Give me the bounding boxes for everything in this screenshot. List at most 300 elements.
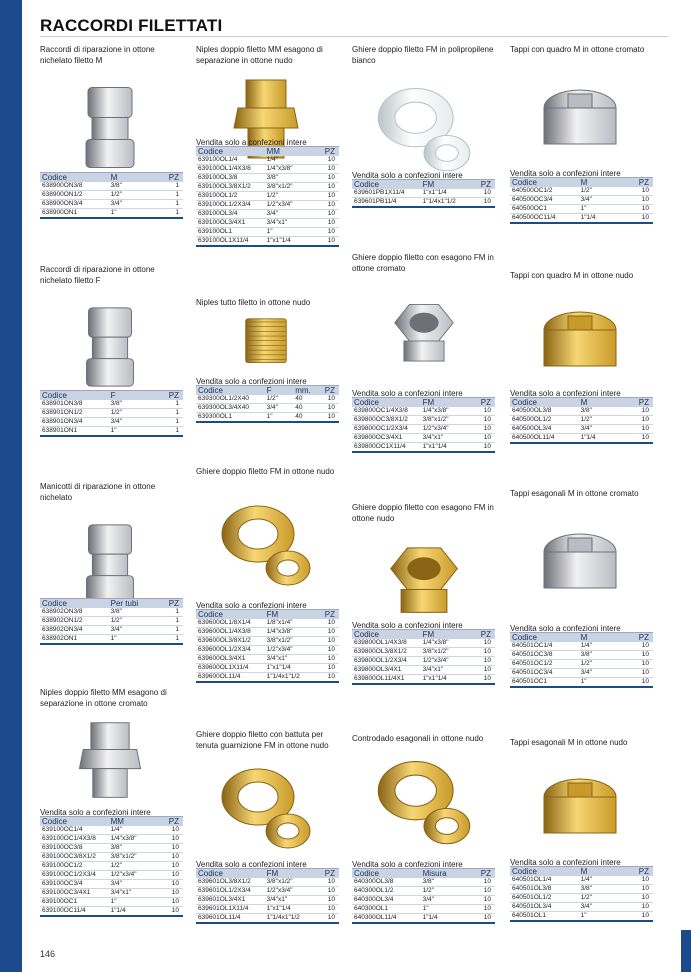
table-cell: 1"1/4x1"1/2 xyxy=(265,914,314,924)
table-cell: 638901ON3/8 xyxy=(40,400,109,409)
table-row xyxy=(510,196,653,205)
sales-note: Vendita solo a confezioni intere xyxy=(352,621,463,630)
table-row xyxy=(196,619,339,628)
table-cell: 10 xyxy=(313,192,339,201)
table-cell: 639800OC1/4X3/8 xyxy=(352,407,421,416)
column-header: Codice xyxy=(510,178,579,188)
table-row xyxy=(40,608,183,617)
column-header: PZ xyxy=(469,398,495,408)
table-cell: 639601PB1X11/4 xyxy=(352,189,421,198)
table-cell: 640501OL1/4 xyxy=(510,876,579,885)
table-cell: 10 xyxy=(627,885,653,894)
table-cell: 10 xyxy=(157,898,183,907)
table-cell: 3/4"x1" xyxy=(265,655,314,664)
column-header: MM xyxy=(109,817,158,827)
table-cell: 640300OL1/2 xyxy=(352,887,421,896)
table-cell: 10 xyxy=(627,434,653,444)
table-header xyxy=(510,178,653,188)
table-cell: 639800OL1/4X3/8 xyxy=(352,639,421,648)
sales-note: Vendita solo a confezioni intere xyxy=(510,389,621,398)
table-cell: 1" xyxy=(579,205,628,214)
table-cell: 1/2" xyxy=(579,416,628,425)
table-cell: 1"1/4 xyxy=(421,914,470,924)
table-row xyxy=(196,404,339,413)
table-cell: 639100OL3/4X1 xyxy=(196,219,265,228)
table-row xyxy=(510,669,653,678)
sales-note: Vendita solo a confezioni intere xyxy=(510,624,621,633)
table-cell: 10 xyxy=(316,413,339,423)
table-row xyxy=(196,183,339,192)
brass-rings-icon xyxy=(216,490,316,594)
table-cell: 3/8"x1/2" xyxy=(421,648,470,657)
sales-note: Vendita solo a confezioni intere xyxy=(352,860,463,869)
table-cell: 10 xyxy=(469,878,495,887)
left-brand-bar xyxy=(0,0,22,972)
table-cell: 639100OL3/8X1/2 xyxy=(196,183,265,192)
nickel-union-m-icon xyxy=(60,78,160,173)
table-cell: 10 xyxy=(469,896,495,905)
table-cell: 1"x1"1/4 xyxy=(421,189,470,198)
product-caption: Ghiere doppio filetto FM in polipropilene bianco xyxy=(352,45,494,65)
table-row xyxy=(196,165,339,174)
table-cell: 10 xyxy=(627,876,653,885)
table-cell: 639300OL1 xyxy=(196,413,265,423)
table-cell: 10 xyxy=(313,905,339,914)
table-cell: 1" xyxy=(109,427,158,437)
table-row xyxy=(352,407,495,416)
table-header xyxy=(196,386,339,396)
table-row xyxy=(352,443,495,453)
nickel-union-f-icon xyxy=(60,300,160,390)
table-cell: 640501OC1/4 xyxy=(510,642,579,651)
table-cell: 10 xyxy=(627,912,653,922)
table-cell: 10 xyxy=(469,666,495,675)
sales-note: Vendita solo a confezioni intere xyxy=(196,860,307,869)
table-cell: 1/4" xyxy=(579,642,628,651)
table-row xyxy=(196,628,339,637)
table-cell: 1/2"x3/4" xyxy=(265,646,314,655)
page-number: 146 xyxy=(40,949,56,959)
table-cell: 639800OL1/2X3/4 xyxy=(352,657,421,666)
table-cell: 10 xyxy=(313,174,339,183)
table-cell: 640300OL11/4 xyxy=(352,914,421,924)
table-cell: 1 xyxy=(157,400,183,409)
table-row xyxy=(40,889,183,898)
table-cell: 1 xyxy=(157,182,183,191)
table-cell: 1/4" xyxy=(109,826,158,835)
table-row xyxy=(196,201,339,210)
table-cell: 10 xyxy=(627,678,653,688)
product-caption: Raccordi di riparazione in ottone nichelato filetto M xyxy=(40,45,155,65)
table-cell: 638900ON1 xyxy=(40,209,109,219)
table-cell: 40 xyxy=(293,395,316,404)
table-cell: 1" xyxy=(109,635,158,645)
table-cell: 3/4" xyxy=(265,210,314,219)
table-row xyxy=(196,413,339,423)
table-cell: 10 xyxy=(627,407,653,416)
table-cell: 639300OL3/4X40 xyxy=(196,404,265,413)
table-cell: 10 xyxy=(157,889,183,898)
table-cell: 1/2" xyxy=(421,887,470,896)
table-row xyxy=(40,835,183,844)
table-row xyxy=(40,182,183,191)
table-cell: 639100OC3/8 xyxy=(40,844,109,853)
sales-note: Vendita solo a confezioni intere xyxy=(352,171,463,180)
column-header: FM xyxy=(421,630,470,640)
column-header: PZ xyxy=(157,817,183,827)
table-cell: 3/4" xyxy=(265,404,294,413)
table-cell: 638901ON1 xyxy=(40,427,109,437)
table-row xyxy=(510,876,653,885)
table-header xyxy=(196,869,339,879)
table-cell: 1 xyxy=(157,200,183,209)
table-cell: 1/2" xyxy=(109,191,158,200)
table-cell: 1 xyxy=(157,418,183,427)
table-header xyxy=(510,867,653,877)
table-cell: 640500OC3/4 xyxy=(510,196,579,205)
table-cell: 10 xyxy=(313,896,339,905)
table-row xyxy=(40,907,183,917)
table-cell: 10 xyxy=(157,880,183,889)
table-cell: 1" xyxy=(109,898,158,907)
table-cell: 639600OL1/2X3/4 xyxy=(196,646,265,655)
table-row xyxy=(510,885,653,894)
table-cell: 639800OL3/4X1 xyxy=(352,666,421,675)
table-cell: 639800OC3/4X1 xyxy=(352,434,421,443)
table-row xyxy=(196,664,339,673)
product-table xyxy=(352,179,495,208)
table-row xyxy=(40,617,183,626)
column-header: Codice xyxy=(196,147,265,157)
table-cell: 1"1/4 xyxy=(579,214,628,224)
product-caption: Raccordi di riparazione in ottone nichelato filetto F xyxy=(40,265,155,285)
table-cell: 1"1/4 xyxy=(109,907,158,917)
sales-note: Vendita solo a confezioni intere xyxy=(196,377,307,386)
table-cell: 639800OC3/8X1/2 xyxy=(352,416,421,425)
table-cell: 1"x1"1/4 xyxy=(265,664,314,673)
table-cell: 10 xyxy=(627,187,653,196)
column-header: Codice xyxy=(40,817,109,827)
table-cell: 640501OL3/8 xyxy=(510,885,579,894)
table-cell: 3/4" xyxy=(109,880,158,889)
table-cell: 639100OL1/2 xyxy=(196,192,265,201)
table-cell: 10 xyxy=(469,675,495,685)
product-table xyxy=(196,146,339,247)
table-cell: 1/2" xyxy=(265,395,294,404)
table-cell: 639100OL1/2X3/4 xyxy=(196,201,265,210)
table-cell: 3/4" xyxy=(579,196,628,205)
table-cell: 3/4" xyxy=(109,200,158,209)
table-cell: 639100OC1/4 xyxy=(40,826,109,835)
table-cell: 1/2"x3/4" xyxy=(109,871,158,880)
table-cell: 10 xyxy=(313,156,339,165)
table-cell: 640500OL3/4 xyxy=(510,425,579,434)
product-caption: Ghiere doppio filetto con esagono FM in ottone nudo xyxy=(352,503,494,523)
table-cell: 638902ON1 xyxy=(40,635,109,645)
table-cell: 1" xyxy=(265,228,314,237)
table-row xyxy=(510,407,653,416)
table-cell: 1/2" xyxy=(109,409,158,418)
column-header: Codice xyxy=(352,630,421,640)
table-cell: 639100OL3/8 xyxy=(196,174,265,183)
table-cell: 1/2" xyxy=(579,894,628,903)
table-row xyxy=(40,826,183,835)
table-cell: 10 xyxy=(313,619,339,628)
table-cell: 1 xyxy=(157,191,183,200)
table-row xyxy=(352,914,495,924)
table-cell: 1/2"x3/4" xyxy=(265,887,314,896)
product-caption: Niples doppio filetto MM esagono di separazione in ottone nudo xyxy=(196,45,323,65)
table-row xyxy=(510,912,653,922)
table-cell: 10 xyxy=(313,887,339,896)
table-cell: 639100OC3/8X1/2 xyxy=(40,853,109,862)
table-cell: 3/8" xyxy=(579,651,628,660)
table-cell: 10 xyxy=(627,894,653,903)
table-cell: 639601OL1/2X3/4 xyxy=(196,887,265,896)
product-table xyxy=(40,172,183,219)
table-cell: 10 xyxy=(313,646,339,655)
table-cell: 1/2" xyxy=(265,192,314,201)
table-cell: 3/8"x1/2" xyxy=(265,637,314,646)
table-cell: 639600OL1/4X3/8 xyxy=(196,628,265,637)
table-cell: 1"1/4 xyxy=(579,434,628,444)
table-row xyxy=(352,896,495,905)
table-cell: 1/2" xyxy=(109,617,158,626)
table-row xyxy=(352,648,495,657)
table-cell: 1 xyxy=(157,409,183,418)
column-header: FM xyxy=(265,610,314,620)
table-row xyxy=(510,187,653,196)
sales-note: Vendita solo a confezioni intere xyxy=(40,808,151,817)
table-cell: 10 xyxy=(469,434,495,443)
table-row xyxy=(40,191,183,200)
table-cell: 10 xyxy=(469,416,495,425)
table-cell: 638902ON3/4 xyxy=(40,626,109,635)
table-cell: 10 xyxy=(313,210,339,219)
table-row xyxy=(40,200,183,209)
product-caption: Manicotti di riparazione in ottone nichelato xyxy=(40,482,156,502)
column-header: Codice xyxy=(510,633,579,643)
table-header xyxy=(196,147,339,157)
table-row xyxy=(196,646,339,655)
table-header xyxy=(40,599,183,609)
table-cell: 1"x1"1/4 xyxy=(421,443,470,453)
table-cell: 10 xyxy=(469,639,495,648)
column-header: Misura xyxy=(421,869,470,879)
table-cell: 10 xyxy=(157,826,183,835)
column-header: Codice xyxy=(352,180,421,190)
product-caption: Controdado esagonali in ottone nudo xyxy=(352,734,484,743)
table-cell: 1"x1"1/4 xyxy=(265,237,314,247)
table-cell: 640300OL3/4 xyxy=(352,896,421,905)
table-cell: 640501OL1 xyxy=(510,912,579,922)
table-cell: 639100OC1/2X3/4 xyxy=(40,871,109,880)
column-header: M xyxy=(579,398,628,408)
column-header: PZ xyxy=(157,391,183,401)
table-row xyxy=(352,198,495,208)
product-table xyxy=(196,868,339,924)
product-table xyxy=(196,609,339,683)
table-cell: 1 xyxy=(157,635,183,645)
table-cell: 638902ON3/8 xyxy=(40,608,109,617)
table-cell: 639600OL3/4X1 xyxy=(196,655,265,664)
table-cell: 3/8" xyxy=(109,608,158,617)
table-header xyxy=(510,398,653,408)
table-cell: 10 xyxy=(313,165,339,174)
table-cell: 639100OC1 xyxy=(40,898,109,907)
table-cell: 1" xyxy=(579,912,628,922)
column-header: PZ xyxy=(469,630,495,640)
table-cell: 10 xyxy=(316,404,339,413)
table-cell: 10 xyxy=(469,887,495,896)
table-cell: 1" xyxy=(109,209,158,219)
table-row xyxy=(510,651,653,660)
table-row xyxy=(196,237,339,247)
table-header xyxy=(352,398,495,408)
brass-rings-stop-icon xyxy=(216,757,316,853)
brass-square-plug-icon xyxy=(530,296,630,392)
table-cell: 10 xyxy=(157,844,183,853)
column-header: PZ xyxy=(157,173,183,183)
table-cell: 639800OC1X11/4 xyxy=(352,443,421,453)
product-caption: Ghiere doppio filetto con battuta per tenuta guarnizione FM in ottone nudo xyxy=(196,730,329,750)
table-cell: 1/4"x3/8" xyxy=(109,835,158,844)
product-table xyxy=(40,390,183,437)
table-header xyxy=(352,869,495,879)
table-row xyxy=(196,156,339,165)
table-cell: 3/8"x1/2" xyxy=(265,878,314,887)
table-cell: 10 xyxy=(157,907,183,917)
table-row xyxy=(40,880,183,889)
table-cell: 1/4"x3/8" xyxy=(421,639,470,648)
table-cell: 10 xyxy=(313,673,339,683)
column-header: M xyxy=(579,633,628,643)
table-row xyxy=(196,219,339,228)
table-cell: 639800OL11/4X1 xyxy=(352,675,421,685)
column-header: PZ xyxy=(313,610,339,620)
column-header: Codice xyxy=(510,398,579,408)
table-cell: 1/2" xyxy=(579,187,628,196)
brass-hex-plug-icon xyxy=(530,761,630,861)
column-header: Per tubi xyxy=(109,599,158,609)
sales-note: Vendita solo a confezioni intere xyxy=(352,389,463,398)
table-cell: 1 xyxy=(157,427,183,437)
table-cell: 10 xyxy=(313,237,339,247)
sales-note: Vendita solo a confezioni intere xyxy=(510,858,621,867)
table-cell: 3/8" xyxy=(109,844,158,853)
product-caption: Ghiere doppio filetto con esagono FM in ottone cromato xyxy=(352,253,494,273)
table-cell: 10 xyxy=(313,228,339,237)
table-row xyxy=(510,894,653,903)
product-table xyxy=(352,629,495,685)
table-cell: 1/4" xyxy=(265,156,314,165)
table-cell: 640501OC1 xyxy=(510,678,579,688)
table-cell: 3/8" xyxy=(109,400,158,409)
sales-note: Vendita solo a confezioni intere xyxy=(196,601,307,610)
table-cell: 3/8"x1/2" xyxy=(265,183,314,192)
table-row xyxy=(40,862,183,871)
table-cell: 10 xyxy=(316,395,339,404)
table-cell: 639100OC3/4X1 xyxy=(40,889,109,898)
table-cell: 1" xyxy=(421,905,470,914)
table-cell: 640501OC1/2 xyxy=(510,660,579,669)
table-row xyxy=(196,878,339,887)
table-cell: 1/2" xyxy=(109,862,158,871)
chrome-square-plug-icon xyxy=(530,72,630,172)
table-cell: 10 xyxy=(313,219,339,228)
column-header: Codice xyxy=(196,610,265,620)
chrome-hex-bush-icon xyxy=(372,288,476,372)
table-cell: 1/2"x3/4" xyxy=(265,201,314,210)
table-cell: 640500OC1 xyxy=(510,205,579,214)
table-cell: 10 xyxy=(627,196,653,205)
column-header: Codice xyxy=(196,386,265,396)
product-caption: Niples doppio filetto MM esagono di separazione in ottone cromato xyxy=(40,688,167,708)
table-cell: 10 xyxy=(313,914,339,924)
table-cell: 639600OL1X11/4 xyxy=(196,664,265,673)
table-cell: 3/4" xyxy=(579,903,628,912)
chrome-nipple-icon xyxy=(60,717,160,805)
column-header: PZ xyxy=(627,178,653,188)
table-cell: 3/4" xyxy=(421,896,470,905)
table-row xyxy=(352,905,495,914)
column-header: MM xyxy=(265,147,314,157)
column-header: Codice xyxy=(352,869,421,879)
table-cell: 639100OC1/2 xyxy=(40,862,109,871)
table-row xyxy=(510,214,653,224)
table-cell: 638902ON1/2 xyxy=(40,617,109,626)
column-header: FM xyxy=(421,180,470,190)
table-cell: 10 xyxy=(627,651,653,660)
table-cell: 639601PB11/4 xyxy=(352,198,421,208)
table-row xyxy=(196,210,339,219)
table-cell: 1 xyxy=(157,209,183,219)
nickel-sleeve-icon xyxy=(60,517,160,607)
table-header xyxy=(40,173,183,183)
table-row xyxy=(196,896,339,905)
table-cell: 3/8" xyxy=(109,182,158,191)
table-row xyxy=(352,878,495,887)
table-cell: 1 xyxy=(157,617,183,626)
table-cell: 3/4"x1" xyxy=(421,666,470,675)
column-header: Codice xyxy=(196,869,265,879)
table-cell: 1" xyxy=(579,678,628,688)
table-cell: 10 xyxy=(313,664,339,673)
table-cell: 10 xyxy=(313,183,339,192)
table-cell: 10 xyxy=(627,425,653,434)
table-cell: 639600OL3/8X1/2 xyxy=(196,637,265,646)
table-cell: 10 xyxy=(313,878,339,887)
table-row xyxy=(196,673,339,683)
table-header xyxy=(40,391,183,401)
table-cell: 10 xyxy=(313,628,339,637)
table-cell: 1"x1"1/4 xyxy=(265,905,314,914)
table-cell: 10 xyxy=(157,853,183,862)
column-header: Codice xyxy=(510,867,579,877)
table-cell: 639100OC11/4 xyxy=(40,907,109,917)
table-cell: 639601OL3/8X1/2 xyxy=(196,878,265,887)
table-cell: 1/2"x3/4" xyxy=(421,425,470,434)
table-cell: 1/4"x3/8" xyxy=(265,165,314,174)
table-cell: 1" xyxy=(265,413,294,423)
table-cell: 639100OC3/4 xyxy=(40,880,109,889)
table-cell: 10 xyxy=(469,648,495,657)
table-cell: 10 xyxy=(469,657,495,666)
column-header: F xyxy=(265,386,294,396)
table-row xyxy=(352,189,495,198)
table-row xyxy=(196,228,339,237)
column-header: M xyxy=(579,178,628,188)
